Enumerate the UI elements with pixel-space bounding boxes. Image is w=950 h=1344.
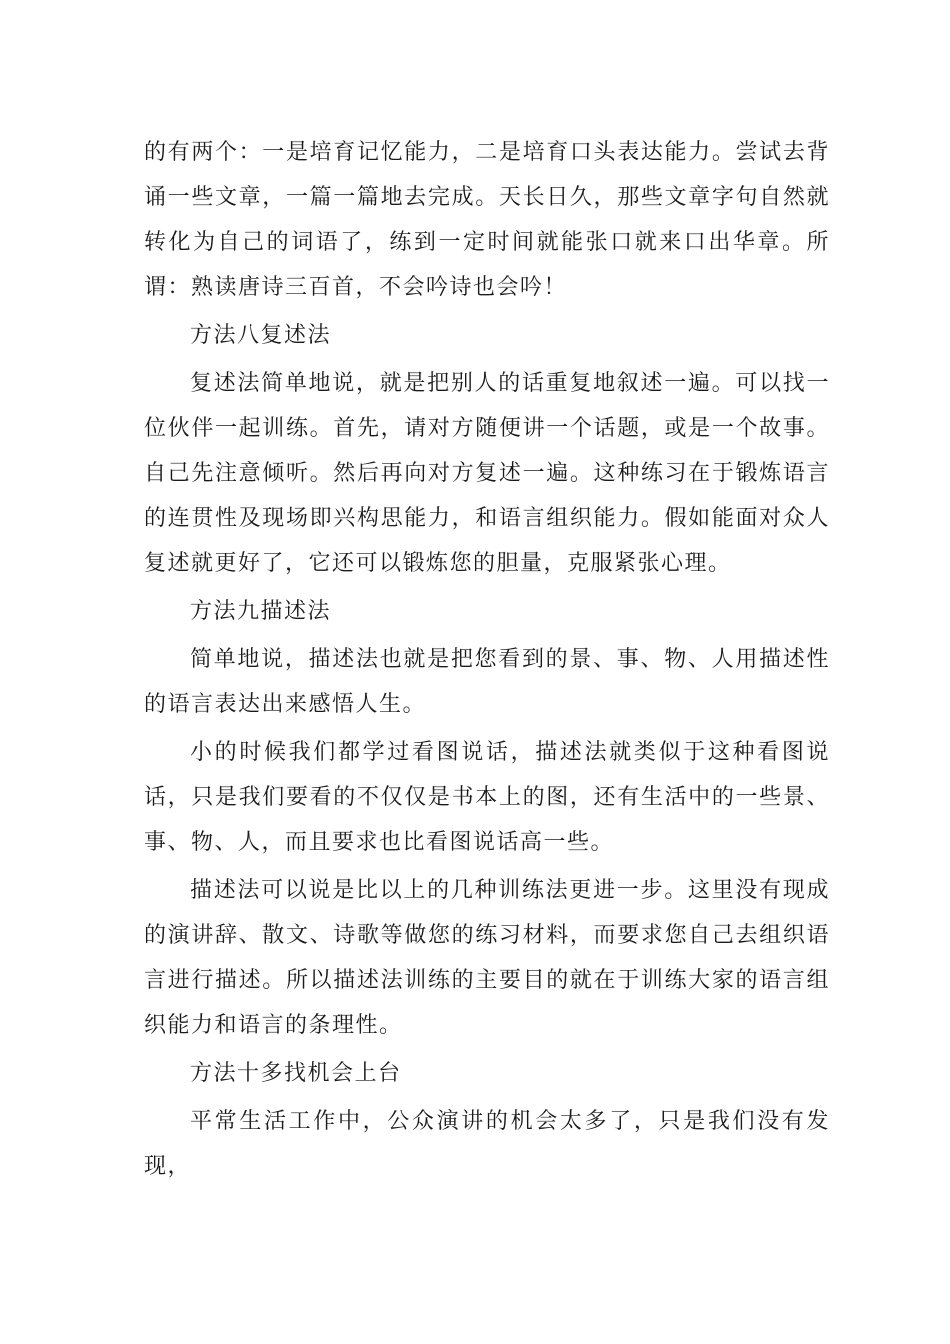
paragraph-2: 复述法简单地说，就是把别人的话重复地叙述一遍。可以找一位伙伴一起训练。首先，请对方随便讲一个话题，或是一个故事。自己先注意倾听。然后再向对方复述一遍。这种练习在于锻炼语言的连贯性及现场即兴构思能力，和语言组织能力。假如能面对众人复述就更好了，它还可以锻炼您的胆量，克服紧张心理。 <box>144 371 830 576</box>
section-heading-10: 方法十多找机会上台 <box>190 1061 402 1086</box>
paragraph-3: 简单地说，描述法也就是把您看到的景、事、物、人用描述性的语言表达出来感悟人生。 <box>144 647 830 717</box>
paragraph-5: 描述法可以说是比以上的几种训练法更进一步。这里没有现成的演讲辞、散文、诗歌等做您的练习材料，而要求您自己去组织语言进行描述。所以描述法训练的主要目的就在于训练大家的语言组织能力和语言的条理性。 <box>144 878 830 1038</box>
paragraph-4: 小的时候我们都学过看图说话，描述法就类似于这种看图说话，只是我们要看的不仅仅是书本上的图，还有生活中的一些景、事、物、人，而且要求也比看图说话高一些。 <box>144 740 830 855</box>
paragraph-1: 的有两个：一是培育记忆能力，二是培育口头表达能力。尝试去背诵一些文章，一篇一篇地去完成。天长日久，那些文章字句自然就转化为自己的词语了，练到一定时间就能张口就来口出华章。所谓：熟读唐诗三百首，不会吟诗也会吟！ <box>144 140 830 300</box>
paragraph-6: 平常生活工作中，公众演讲的机会太多了，只是我们没有发现， <box>144 1109 830 1179</box>
section-heading-8: 方法八复述法 <box>190 323 332 348</box>
section-heading-9: 方法九描述法 <box>190 599 332 624</box>
document-body <box>144 130 830 1192</box>
